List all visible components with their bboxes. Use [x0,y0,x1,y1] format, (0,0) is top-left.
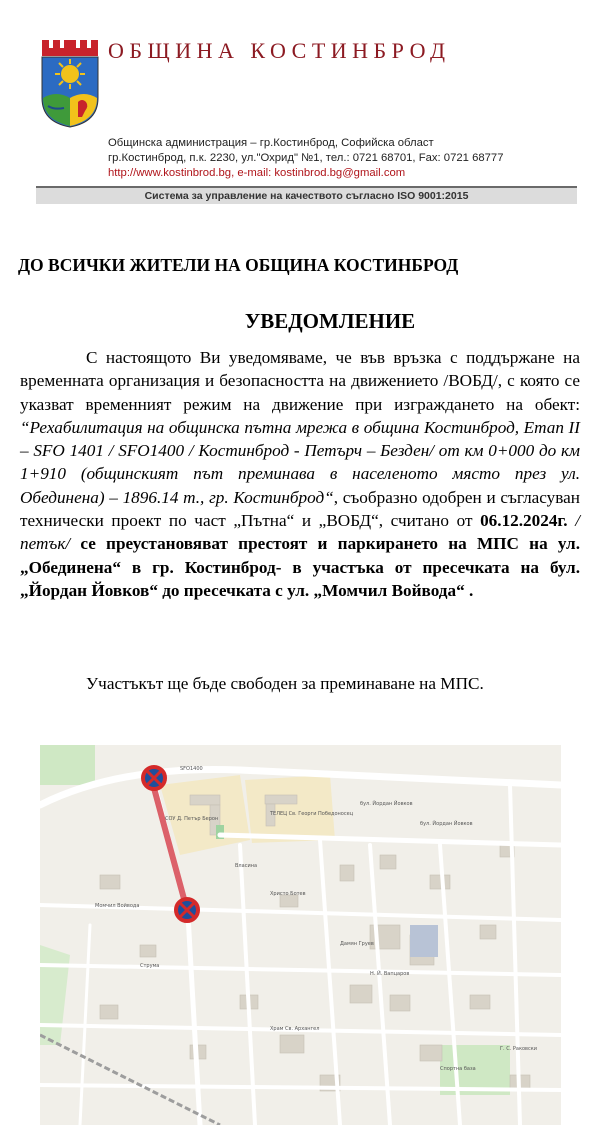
restriction-text: се преустановяват престоят и паркирането на МПС на ул. „Обединена“ в гр. Костинброд- в участъка от пресечката на бул. „Йордан Йовков“ до пресечката с ул. „Момчил Войвода“ . [20,534,580,600]
map-label-vaptsarov: Н. Й. Вапцаров [370,971,410,977]
map-label-struma: Струма [140,963,160,969]
weekday: /петък/ [20,511,580,554]
organization-name: ОБЩИНА КОСТИНБРОД [108,38,451,63]
addressee-heading: ДО ВСИЧКИ ЖИТЕЛИ НА ОБЩИНА КОСТИНБРОД [18,255,459,275]
map-label-sfo: SFO1400 [180,766,203,772]
coat-of-arms-logo [40,40,100,128]
address-line-1: Общинска администрация – гр.Костинброд, Софийска област [108,137,434,149]
map-label-church: Храм Св. Архангел [270,1026,320,1032]
effective-date: 06.12.2024г. [480,511,568,531]
closing-paragraph: Участъкът ще бъде свободен за преминаване на МПС. [86,674,484,693]
map-label-school: СОУ Д. Петър Берон [165,816,219,822]
map-label-hristo: Христо Ботев [270,891,306,897]
address-line-2: гр.Костинброд, п.к. 2230, ул."Охрид" №1, тел.: 0721 68701, Fax: 0721 68777 [108,152,504,164]
map-label-momchil: Момчил Войвода [95,903,140,909]
notice-title: УВЕДОМЛЕНИЕ [244,309,416,333]
project-name: “Рехабилитация на общинска пътна мрежа в община Костинброд, Етап II – SFO 1401 / SFO1400 / Костинброд - Петърч – Безден/ от км 0+000 до км 1+910 (общинският път преминава в населеното място през ул. Обединена) – 1896.14 т., гр. Костинброд“ [20,417,580,507]
no-parking-sign-start [143,767,165,789]
notice-paragraph [20,346,580,602]
map-label-fitness: ТЕЛЕЦ Св. Георги Победоносец [270,811,354,817]
map-label-vlasina: Власина [235,863,258,869]
iso-text: Система за управление на качеството съгласно ISO 9001:2015 [144,190,469,202]
paragraph-intro: С настоящото Ви уведомяваме, че във връзка с поддържане на временната организация и безопасността на движението /ВОБД/, с която се указват временният режим на движение при изграждането на обект: [20,348,580,414]
map-label-park: Спортна база [440,1066,476,1072]
no-parking-sign-end [176,899,198,921]
web-email-line[interactable]: http://www.kostinbrod.bg, e-mail: kostinbrod.bg@gmail.com [108,167,406,179]
location-map [40,745,561,1125]
map-label-damyan: Дамян Груев [340,941,374,947]
map-label-iovkov: бул. Йордан Йовков [360,801,413,807]
iso-banner [36,186,577,204]
paragraph-approval: , съобразно одобрен и съгласуван технически проект по част „Пътна“ и „ВОБД“, считано от [20,487,580,531]
map-label-rakovski: Г. С. Раковски [500,1046,538,1052]
map-label-iovkov-2: бул. Йордан Йовков [420,821,473,827]
